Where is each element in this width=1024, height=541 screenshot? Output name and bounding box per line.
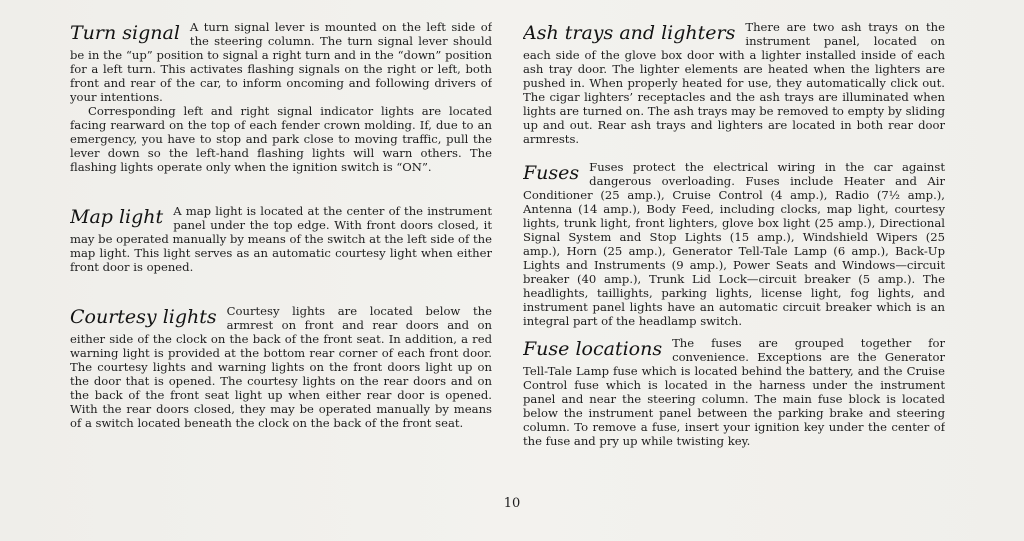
paragraph: A map light is located at the center of the instrument panel under the top edge. With front doors closed, it may be operated manually by means of the switch at the left side of the map light. This light serves as an automatic courtesy light when either front door is opened. [70, 204, 492, 274]
map-light-section [70, 204, 492, 274]
paragraph: Corresponding left and right signal indicator lights are located facing rearward on the top of each fender crown molding. If, due to an emergency, you have to stop and park close to moving traffic, pull the lever down so the left-hand flashing lights will warn others. The flashing lights operate only when the ignition switch is “ON”. [70, 104, 492, 174]
section-heading: Fuse locations [523, 338, 663, 360]
section-heading: Turn signal [70, 22, 180, 44]
section-heading: Ash trays and lighters [523, 22, 736, 44]
paragraph: The fuses are grouped together for convenience. Exceptions are the Generator Tell-Tale Lamp fuse which is located behind the battery, and the Cruise Control fuse which is located in the harness under the instrument panel and near the steering column. The main fuse block is located below the instrument panel between the parking brake and steering column. To remove a fuse, insert your ignition key under the center of the fuse and pry up while twisting key. [523, 336, 945, 448]
turn-signal-section [70, 20, 492, 174]
section-heading: Courtesy lights [70, 306, 217, 328]
courtesy-lights-section [70, 304, 492, 430]
paragraph: Courtesy lights are located below the armrest on front and rear doors and on either side of the clock on the back of the front seat. In addition, a red warning light is provided at the bottom rear corner of each front door. The courtesy lights and warning lights on the front doors light up on the door that is opened. The courtesy lights on the rear doors and on the back of the front seat light up when either rear door is opened. With the rear doors closed, they may be operated manually by means of a switch located beneath the clock on the back of the front seat. [70, 304, 492, 430]
ash-trays-section [523, 20, 945, 146]
page-number: 10 [503, 496, 521, 511]
fuse-locations-section [523, 336, 945, 448]
section-heading: Map light [70, 206, 164, 228]
paragraph: There are two ash trays on the instrument panel, located on each side of the glove box door with a lighter installed inside of each ash tray door. The lighter elements are heated when the lighters are pushed in. When properly heated for use, they automatically click out. The cigar lighters’ receptacles and the ash trays are illuminated when lights are turned on. The ash trays may be removed to empty by sliding up and out. Rear ash trays and lighters are located in both rear door armrests. [523, 20, 945, 146]
left-column [70, 20, 492, 430]
paragraph: A turn signal lever is mounted on the left side of the steering column. The turn signal lever should be in the “up” position to signal a right turn and in the “down” position for a left turn. This activates flashing signals on the right or left, both front and rear of the car, to inform oncoming and following drivers of your intentions. [70, 20, 492, 104]
paragraph: Fuses protect the electrical wiring in the car against dangerous overloading. Fuses include Heater and Air Conditioner (25 amp.), Cruise Control (4 amp.), Radio (7½ amp.), Antenna (14 amp.), Body Feed, including clocks, map light, courtesy lights, trunk light, front lighters, glove box light (25 amp.), Directional Signal System and Stop Lights (15 amp.), Windshield Wipers (25 amp.), Horn (25 amp.), Generator Tell-Tale Lamp (6 amp.), Back-Up Lights and Instruments (9 amp.), Power Seats and Windows—circuit breaker (40 amp.), Trunk Lid Lock—circuit breaker (5 amp.). The headlights, taillights, parking lights, license light, fog lights, and instrument panel lights have an automatic circuit breaker which is an integral part of the headlamp switch. [523, 160, 945, 328]
right-column [523, 20, 945, 448]
fuses-section [523, 160, 945, 328]
section-heading: Fuses [523, 162, 580, 184]
